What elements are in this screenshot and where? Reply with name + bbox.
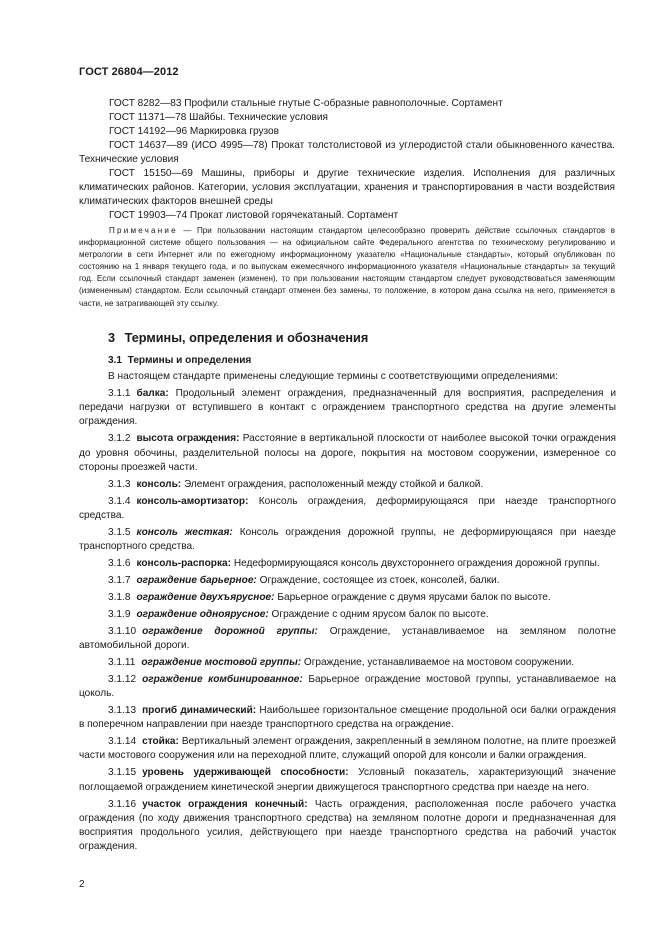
term-entry — [79, 608, 616, 622]
term-name: высота ограждения: — [136, 433, 240, 445]
term-definition: Элемент ограждения, расположенный между стойкой и балкой. — [183, 478, 484, 490]
terms-body — [79, 370, 616, 857]
reference-item: ГОСТ 15150—69 Машины, приборы и другие технические изделия. Исполнения для различных климатических районов. Категории, условия эксплуатации, хранения и транспортирования в части воздействия климатических факторов внешней среды — [79, 168, 615, 207]
reference-item: ГОСТ 19903—74 Прокат листовой горячекатаный. Сортамент — [109, 210, 399, 221]
term-entry — [79, 495, 616, 524]
term-number: 3.1.16 — [108, 798, 137, 810]
intro-paragraph: В настоящем стандарте применены следующие термины с соответствующими определениями: — [108, 371, 558, 382]
term-number: 3.1.6 — [108, 558, 131, 570]
term-entry — [79, 387, 616, 430]
subsection-heading — [108, 355, 251, 366]
term-name: ограждение дорожной группы: — [142, 625, 318, 637]
document-header: ГОСТ 26804—2012 — [79, 66, 179, 78]
subsection-title: Термины и определения — [127, 355, 252, 366]
term-entry — [79, 735, 616, 764]
term-definition: Условный показатель, характеризующий значение поглощаемой ограждением кинетической энергии движущегося транспортного средства при наезде на него. — [79, 767, 617, 793]
term-name: участок ограждения конечный: — [142, 798, 308, 810]
term-number: 3.1.8 — [108, 591, 131, 603]
term-definition: Расстояние в вертикальной плоскости от наиболее высокой точки ограждения до уровня обочины, разделительной полосы на дороге, покрытия на мостовом сооружении, измеренное со стороны проезжей части. — [79, 433, 616, 473]
term-name: консоль: — [136, 478, 182, 490]
term-name: консоль-распорка: — [136, 558, 231, 570]
term-definition: Барьерное ограждение мостовой группы, устанавливаемое на цоколь. — [79, 673, 616, 700]
term-number: 3.1.2 — [108, 433, 131, 445]
reference-item: ГОСТ 11371—78 Шайбы. Технические условия — [109, 112, 328, 123]
term-number: 3.1.10 — [108, 625, 137, 637]
term-name: ограждение двухъярусное: — [136, 591, 275, 603]
term-entry — [79, 557, 616, 571]
term-definition: Недеформирующаяся консоль двухстороннего ограждения дорожной группы. — [233, 558, 600, 570]
subsection-number: 3.1 — [108, 355, 123, 366]
term-name: ограждение мостовой группы: — [141, 656, 302, 668]
term-number: 3.1.1 — [108, 387, 131, 399]
term-number: 3.1.5 — [108, 526, 131, 538]
term-entry — [79, 591, 616, 605]
term-name: консоль жесткая: — [136, 526, 233, 538]
term-definition: Барьерное ограждение с двумя ярусами балок по высоте. — [277, 591, 551, 603]
reference-item: ГОСТ 14192—96 Маркировка грузов — [109, 126, 280, 137]
term-entry — [79, 656, 616, 670]
term-entry — [79, 673, 616, 702]
term-name: ограждение комбинированное: — [142, 673, 303, 685]
term-entry — [79, 526, 616, 555]
term-name: ограждение барьерное: — [136, 575, 257, 587]
term-definition: Консоль ограждения дорожной группы, не деформирующаяся при наезде транспортного средства. — [79, 526, 616, 553]
term-entry — [79, 574, 616, 588]
term-definition: Ограждение, состоящее из стоек, консолей, балки. — [259, 575, 500, 587]
term-name: уровень удерживающей способности: — [142, 767, 349, 779]
page-number: 2 — [79, 879, 85, 890]
term-name: прогиб динамический: — [142, 704, 257, 716]
note-text: — При пользовании настоящим стандартом целесообразно проверить действие ссылочных стандартов в информационной системе общего пользования — на официальном сайте Федерального агентства по техническому регулированию и метрологии в сети Интернет или по ежегодному информационному указателю «Национальные стандарты», который опубликован по состоянию на 1 января текущего года, и по выпускам ежемесячного информационного указателя «Национальные стандарты» за текущий год. Если ссылочный стандарт заменен (изменен), то при пользовании настоящим стандартом следует руководствоваться заменяющим (измененным) стандартом. Если ссылочный стандарт отменен без замены, то положение, в котором дана ссылка на него, применяется в части, не затрагивающей эту ссылку. — [79, 226, 615, 308]
term-definition: Вертикальный элемент ограждения, закрепленный в земляном полотне, на плите проезжей части мостового сооружения или на переходной плите, служащий опорой для консоли и балки ограждения. — [79, 736, 617, 762]
term-entry — [79, 478, 616, 492]
term-number: 3.1.13 — [108, 704, 137, 716]
normative-references — [79, 97, 615, 223]
term-definition: Ограждение с одним ярусом балок по высоте. — [271, 608, 489, 620]
term-number: 3.1.4 — [108, 495, 131, 507]
term-definition: Ограждение, устанавливаемое на мостовом сооружении. — [303, 656, 575, 668]
section-heading — [108, 331, 368, 345]
term-name: стойка: — [142, 736, 179, 748]
term-entry — [79, 766, 616, 795]
section-title: Термины, определения и обозначения — [124, 331, 369, 345]
term-definition: Часть ограждения, расположенная после рабочего участка ограждения (по ходу движения транспортного средства) на земляном полотне дороги и предназначенная для восприятия продольного усилия, действующего при наезде транспортного средства на рабочий участок ограждения. — [79, 798, 616, 853]
term-name: ограждение одноярусное: — [136, 608, 269, 620]
term-number: 3.1.12 — [108, 673, 137, 685]
reference-item: ГОСТ 8282—83 Профили стальные гнутые С-образные равнополочные. Сортамент — [109, 98, 503, 109]
reference-item: ГОСТ 14637—89 (ИСО 4995—78) Прокат толстолистовой из углеродистой стали обыкновенного качества. Технические условия — [79, 140, 615, 165]
term-number: 3.1.14 — [108, 736, 137, 748]
term-number: 3.1.3 — [108, 478, 131, 490]
term-number: 3.1.9 — [108, 608, 131, 620]
note-paragraph — [79, 225, 615, 310]
term-definition: Наибольшее горизонтальное смещение продольной оси балки ограждения в поперечном направлении при наезде транспортного средства на ограждение. — [79, 704, 616, 731]
term-definition: Ограждение, устанавливаемое на земляном полотне автомобильной дороги. — [79, 625, 616, 651]
term-name: консоль-амортизатор: — [136, 495, 249, 507]
term-number: 3.1.11 — [108, 656, 136, 668]
term-entry — [79, 625, 616, 654]
term-name: балка: — [136, 387, 169, 399]
term-number: 3.1.7 — [108, 575, 131, 587]
term-entry — [79, 798, 616, 855]
term-definition: Консоль ограждения, деформирующаяся при наезде транспортного средства. — [79, 495, 616, 522]
term-number: 3.1.15 — [108, 767, 137, 779]
term-definition: Продольный элемент ограждения, предназначенный для восприятия, распределения и передачи нагрузки от вступившего в контакт с ограждением транспортного средства на другие элементы ограждения. — [79, 387, 616, 428]
note-label: Примечание — [109, 226, 178, 235]
section-number: 3 — [108, 331, 116, 345]
term-entry — [79, 432, 616, 475]
term-entry — [79, 704, 616, 733]
